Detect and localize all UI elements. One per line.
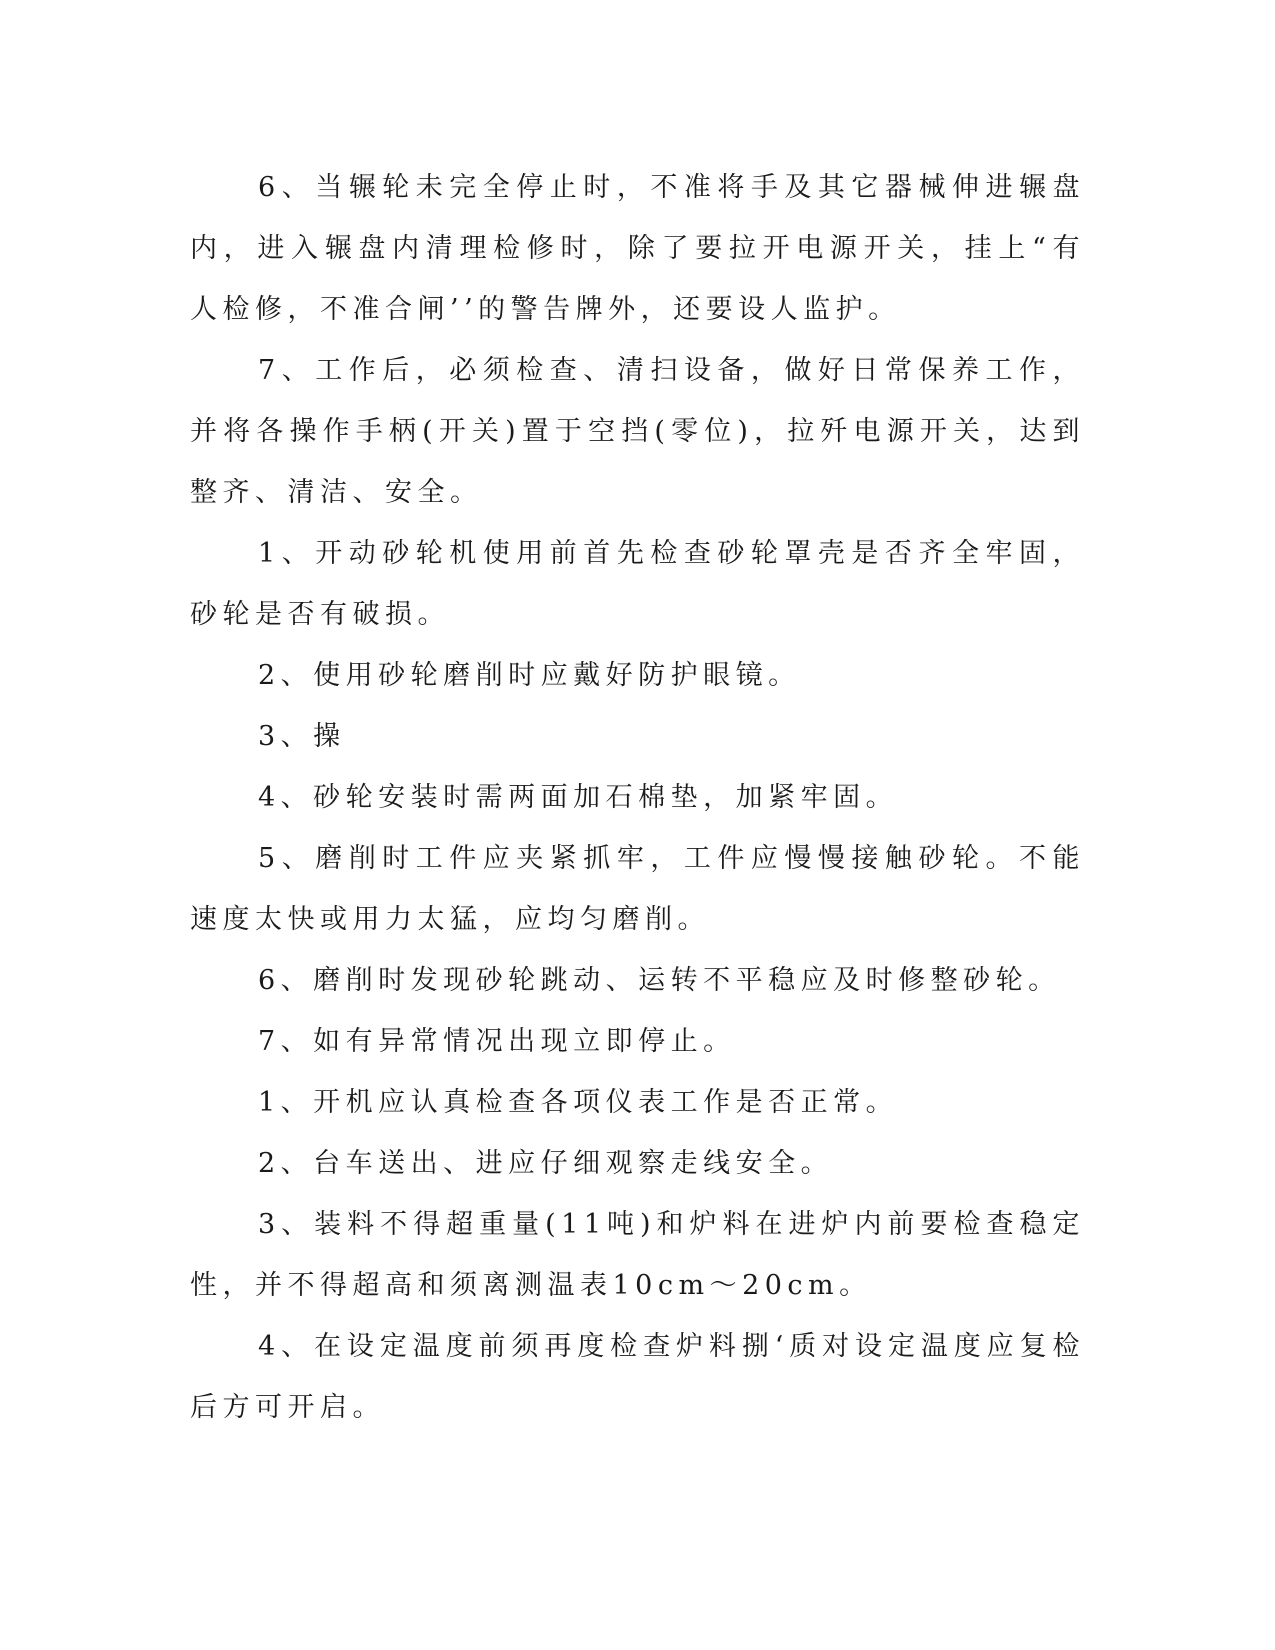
paragraph: 6、磨削时发现砂轮跳动、运转不平稳应及时修整砂轮。 xyxy=(258,965,1061,996)
document-body xyxy=(190,157,1085,1438)
paragraph: 1、开机应认真检查各项仪表工作是否正常。 xyxy=(258,1087,899,1118)
paragraph: 2、台车送出、进应仔细观察走线安全。 xyxy=(258,1148,834,1179)
paragraph: 4、砂轮安装时需两面加石棉垫，加紧牢固。 xyxy=(258,782,899,813)
paragraph: 6、当辗轮未完全停止时，不准将手及其它器械伸进辗盘内，进入辗盘内清理检修时，除了要拉开电源开关，挂上“有人检修，不准合闸’’的警告牌外，还要设人监护。 xyxy=(190,172,1085,325)
paragraph: 3、装料不得超重量(11吨)和炉料在进炉内前要检查稳定性，并不得超高和须离测温表10cm～20cm。 xyxy=(190,1209,1085,1301)
paragraph: 5、磨削时工件应夹紧抓牢，工件应慢慢接触砂轮。不能速度太快或用力太猛，应均匀磨削。 xyxy=(190,843,1085,935)
paragraph: 4、在设定温度前须再度检查炉料捌‘质对设定温度应复检后方可开启。 xyxy=(190,1331,1085,1423)
paragraph: 7、如有异常情况出现立即停止。 xyxy=(258,1026,736,1057)
paragraph: 3、操 xyxy=(258,721,346,752)
paragraph: 2、使用砂轮磨削时应戴好防护眼镜。 xyxy=(258,660,801,691)
paragraph: 7、工作后，必须检查、清扫设备，做好日常保养工作，并将各操作手柄(开关)置于空挡(零位)，拉歼电源开关，达到整齐、清洁、安全。 xyxy=(190,355,1085,508)
paragraph: 1、开动砂轮机使用前首先检查砂轮罩壳是否齐全牢固，砂轮是否有破损。 xyxy=(190,538,1085,630)
